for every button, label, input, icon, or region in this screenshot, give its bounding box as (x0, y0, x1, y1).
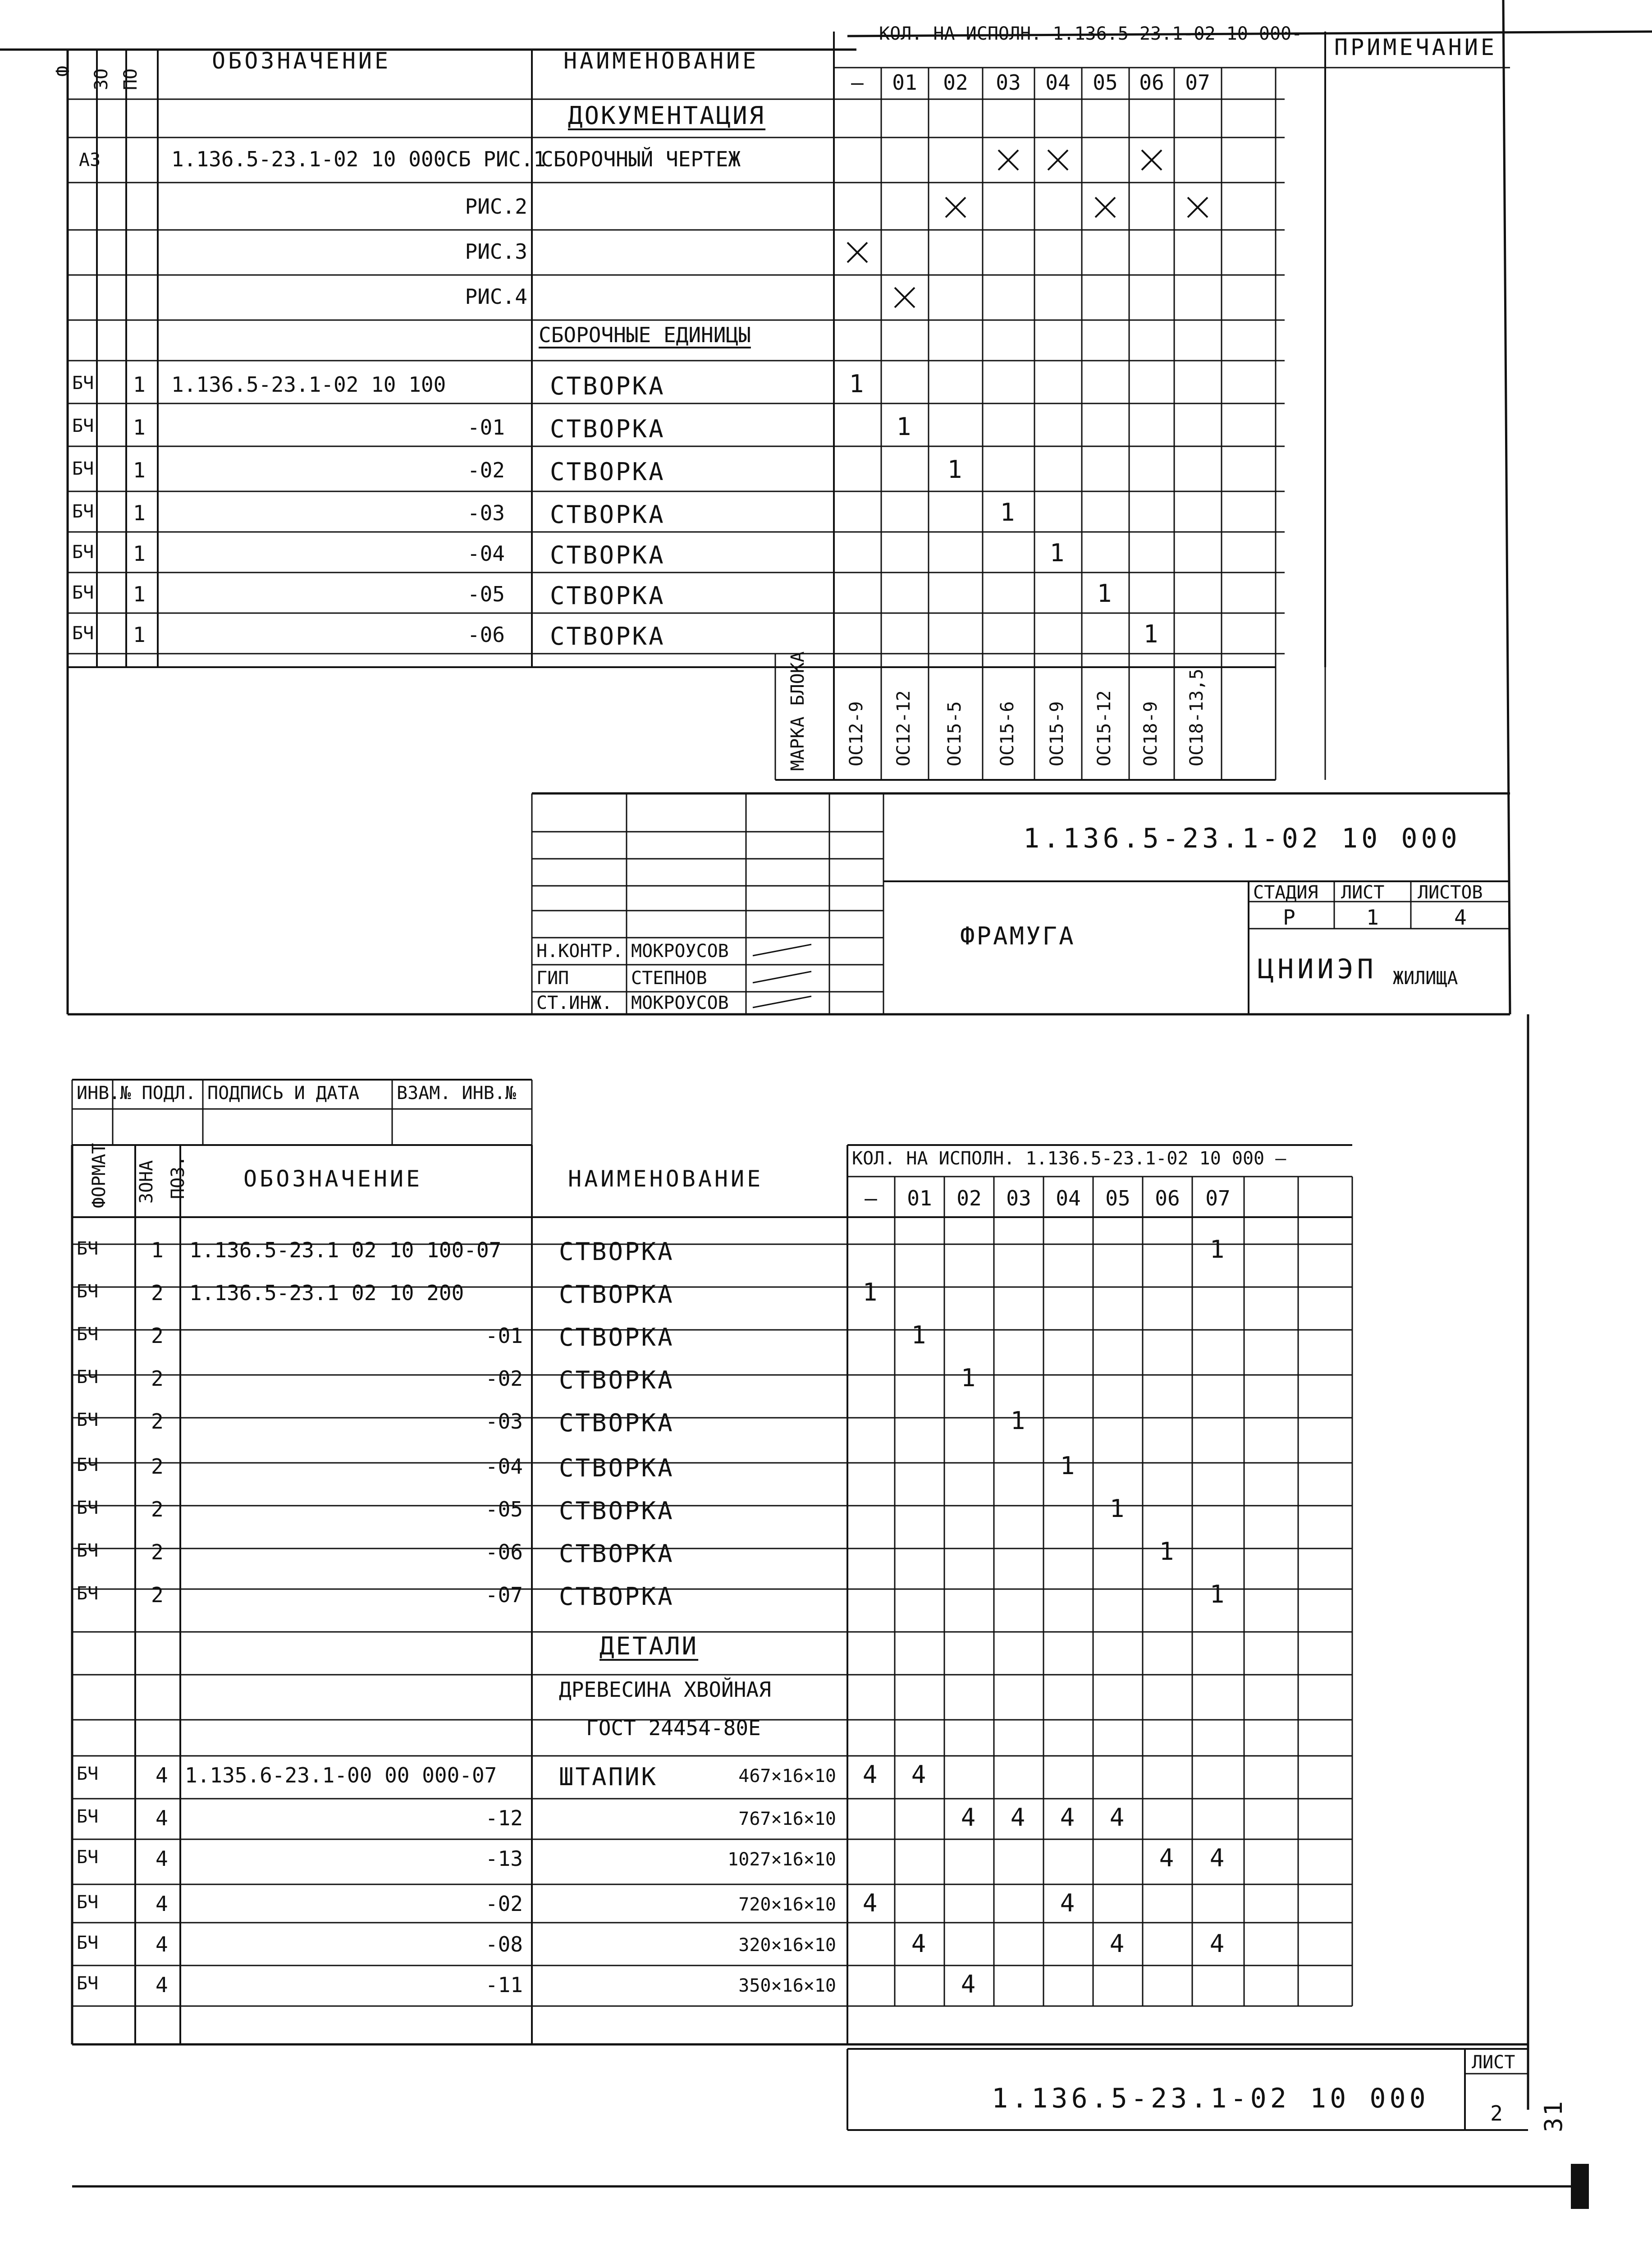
row-name: СТВОРКА (559, 1454, 674, 1482)
qty-cell: 1 (1049, 539, 1066, 567)
row-format: БЧ (72, 458, 94, 479)
row-name: СТВОРКА (550, 582, 665, 610)
sheets-value: 4 (1454, 905, 1467, 930)
row-designation: 1.136.5-23.1-02 10 100 (171, 372, 446, 397)
col-zone-label: ЗО (91, 68, 112, 90)
section-parts: ДЕТАЛИ (599, 1632, 699, 1660)
row-format: БЧ (77, 1806, 99, 1827)
block-mark: ОС15-6 (997, 701, 1018, 766)
row-designation: -11 (485, 1973, 523, 1997)
part-size: 350×16×10 (738, 1975, 836, 1996)
row-format: БЧ (72, 623, 94, 644)
row-format: БЧ (77, 1410, 99, 1430)
qty-cell: 4 (1109, 1929, 1126, 1958)
row-designation: -04 (485, 1454, 523, 1479)
block-mark: ОС15-12 (1094, 690, 1115, 766)
row-designation: -13 (485, 1846, 523, 1871)
col-pos-label: ПО (120, 68, 141, 90)
material-name: ДРЕВЕСИНА ХВОЙНАЯ (559, 1677, 771, 1702)
exec-col-header: 04 (1045, 70, 1071, 95)
row-name: СТВОРКА (559, 1280, 674, 1309)
row-designation: -01 (467, 415, 505, 440)
stamp-replace-inv: ВЗАМ. ИНВ.№ (397, 1083, 516, 1104)
signature-person: СТЕПНОВ (631, 968, 707, 989)
row-designation: -03 (467, 501, 505, 525)
qty-cell: 4 (862, 1760, 879, 1789)
row-name: СТВОРКА (559, 1409, 674, 1437)
part-size: 320×16×10 (738, 1935, 836, 1956)
qty-cell: 4 (1209, 1844, 1226, 1872)
scan-mark (1571, 2164, 1589, 2209)
row-format: БЧ (72, 582, 94, 603)
exec-col-header: 04 (1056, 1186, 1081, 1210)
qty-cell: 4 (1109, 1803, 1126, 1832)
row-position: 1 (133, 372, 146, 397)
row-format: БЧ (72, 373, 94, 394)
row-designation: 1.135.6-23.1-00 00 000-07 (185, 1763, 497, 1787)
row-format: БЧ (77, 1281, 99, 1302)
row-format: БЧ (77, 1367, 99, 1388)
row-designation: -05 (467, 582, 505, 606)
row-designation: 1.136.5-23.1 02 10 200 (189, 1281, 464, 1305)
qty-cell: 4 (1060, 1889, 1077, 1917)
row-position: 1 (133, 541, 146, 566)
row-designation: -07 (485, 1583, 523, 1607)
col-note-label: ПРИМЕЧАНИЕ (1334, 34, 1497, 60)
col-designation-label: ОБОЗНАЧЕНИЕ (212, 48, 391, 74)
qty-cell: 1 (849, 370, 866, 398)
stage-value: Р (1283, 905, 1295, 930)
exec-title: КОЛ. НА ИСПОЛН. 1.136.5-23.1-02 10 000 — (852, 1148, 1286, 1169)
row-designation: 1.136.5-23.1-02 10 000СБ РИС.1 (171, 147, 546, 171)
block-mark: ОС12-9 (846, 701, 867, 766)
row-designation: -02 (485, 1366, 523, 1391)
col-pos-label: ПОЗ. (168, 1155, 188, 1199)
col-format-label: ФОРМАТ (89, 1143, 110, 1208)
row-designation: -04 (467, 541, 505, 566)
row-position: 1 (133, 458, 146, 482)
exec-col-header: 02 (943, 70, 968, 95)
qty-cell: 1 (896, 412, 913, 441)
col-zone-label: ЗОНА (136, 1160, 157, 1204)
sheet-label: ЛИСТ (1341, 882, 1385, 903)
material-standard: ГОСТ 24454-80Е (586, 1716, 761, 1740)
row-position: 2 (151, 1366, 164, 1391)
sheets-label: ЛИСТОВ (1418, 882, 1483, 903)
signature-scribble (753, 971, 811, 983)
frame-line (1503, 0, 1510, 1014)
row-name: СТВОРКА (550, 372, 665, 400)
row-format: БЧ (77, 1540, 99, 1561)
part-size: 467×16×10 (738, 1766, 836, 1787)
row-position: 4 (156, 1806, 168, 1830)
row-designation: 1.136.5-23.1 02 10 100-07 (189, 1238, 502, 1262)
qty-cell: 1 (1109, 1494, 1126, 1523)
row-designation: РИС.3 (465, 239, 527, 264)
title-code: 1.136.5-23.1-02 10 000 (1023, 823, 1461, 854)
row-format: БЧ (77, 1892, 99, 1913)
row-designation: РИС.2 (465, 194, 527, 219)
row-position: 2 (151, 1409, 164, 1434)
section-documentation: ДОКУМЕНТАЦИЯ (568, 101, 766, 130)
col-designation-label: ОБОЗНАЧЕНИЕ (243, 1166, 423, 1192)
row-designation: -08 (485, 1932, 523, 1956)
exec-col-header: 06 (1155, 1186, 1180, 1210)
qty-cell: 1 (1010, 1406, 1027, 1435)
exec-title: КОЛ. НА ИСПОЛН. 1.136.5-23.1-02 10 000- (879, 23, 1303, 44)
row-name: СТВОРКА (559, 1237, 674, 1266)
row-format: БЧ (77, 1933, 99, 1953)
row-position: 1 (133, 501, 146, 525)
signature-scribble (753, 944, 811, 956)
row-position: 4 (156, 1892, 168, 1916)
row-position: 2 (151, 1497, 164, 1521)
qty-cell: 1 (1097, 579, 1114, 608)
row-position: 4 (156, 1846, 168, 1871)
col-name-label: НАИМЕНОВАНИЕ (563, 48, 759, 74)
row-name: СТВОРКА (559, 1366, 674, 1394)
row-position: 1 (133, 623, 146, 647)
row-format: БЧ (77, 1498, 99, 1518)
footer-sheet-value: 2 (1490, 2101, 1503, 2126)
signature-role: ГИП (536, 968, 569, 989)
footer-sheet-label: ЛИСТ (1472, 2052, 1515, 2073)
signature-person: МОКРОУСОВ (631, 941, 729, 962)
signature-person: МОКРОУСОВ (631, 993, 729, 1013)
qty-cell: 4 (911, 1760, 928, 1789)
block-mark: ОС18-13,5 (1186, 669, 1207, 766)
signature-scribble (753, 996, 811, 1008)
qty-cell: 4 (1209, 1929, 1226, 1958)
exec-col-header: 07 (1185, 70, 1210, 95)
qty-cell: 1 (1209, 1235, 1226, 1264)
row-format: БЧ (72, 542, 94, 563)
block-mark: ОС15-9 (1047, 701, 1067, 766)
row-format: БЧ (72, 416, 94, 436)
qty-cell: 4 (911, 1929, 928, 1958)
row-format: БЧ (77, 1973, 99, 1994)
row-position: 1 (133, 582, 146, 606)
stamp-inv-no: ИНВ.№ ПОДЛ. (77, 1083, 196, 1104)
part-size: 720×16×10 (738, 1894, 836, 1915)
row-position: 2 (151, 1540, 164, 1564)
row-position: 4 (156, 1763, 168, 1787)
row-name: СТВОРКА (550, 622, 665, 651)
row-name: СТВОРКА (559, 1323, 674, 1351)
exec-col-header: 05 (1093, 70, 1118, 95)
row-position: 4 (156, 1932, 168, 1956)
qty-cell: 4 (1060, 1803, 1077, 1832)
row-designation: -06 (485, 1540, 523, 1564)
organization: ЦНИИЭП (1258, 953, 1377, 985)
row-name: СТВОРКА (559, 1539, 674, 1568)
qty-cell: 4 (1010, 1803, 1027, 1832)
qty-cell: 4 (862, 1889, 879, 1917)
row-name: СТВОРКА (550, 458, 665, 486)
row-name: СТВОРКА (559, 1497, 674, 1525)
exec-col-header: 06 (1139, 70, 1164, 95)
row-format: БЧ (72, 501, 94, 522)
row-position: 2 (151, 1324, 164, 1348)
exec-col-header: 03 (996, 70, 1021, 95)
row-designation: -05 (485, 1497, 523, 1521)
exec-col-header: — (865, 1186, 877, 1210)
row-format: БЧ (77, 1324, 99, 1345)
qty-cell: 1 (911, 1321, 928, 1349)
row-name: СТВОРКА (550, 415, 665, 443)
qty-cell: 1 (1060, 1452, 1077, 1480)
row-position: 2 (151, 1583, 164, 1607)
qty-cell: 4 (961, 1970, 978, 1998)
qty-cell: 1 (947, 455, 964, 484)
organization-suffix: ЖИЛИЩА (1393, 968, 1458, 989)
row-name: ШТАПИК (559, 1763, 658, 1791)
row-designation: -02 (485, 1892, 523, 1916)
exec-col-header: 05 (1105, 1186, 1130, 1210)
stamp-sign-date: ПОДПИСЬ И ДАТА (207, 1083, 360, 1104)
row-name: СТВОРКА (550, 541, 665, 569)
sheet-value: 1 (1366, 905, 1379, 930)
row-designation: -01 (485, 1324, 523, 1348)
qty-cell: 4 (1159, 1844, 1176, 1872)
row-format: БЧ (77, 1238, 99, 1259)
row-position: 2 (151, 1454, 164, 1479)
signature-role: СТ.ИНЖ. (536, 993, 613, 1013)
stage-label: СТАДИЯ (1253, 882, 1318, 903)
row-format: БЧ (77, 1764, 99, 1784)
qty-cell: 1 (1209, 1580, 1226, 1608)
block-mark: ОС18-9 (1140, 701, 1161, 766)
part-size: 1027×16×10 (728, 1849, 836, 1870)
part-size: 767×16×10 (738, 1809, 836, 1829)
page-number: 31 (1539, 2099, 1568, 2132)
section-assembly-units: СБОРОЧНЫЕ ЕДИНИЦЫ (539, 323, 751, 347)
row-name: СТВОРКА (550, 500, 665, 529)
row-name: СБОРОЧНЫЙ ЧЕРТЕЖ (541, 147, 741, 171)
qty-cell: 1 (862, 1278, 879, 1306)
row-designation: РИС.4 (465, 284, 527, 309)
row-position: 1 (133, 415, 146, 440)
title-item-name: ФРАМУГА (960, 922, 1075, 950)
exec-col-header: 01 (892, 70, 917, 95)
exec-col-header: 01 (907, 1186, 932, 1210)
row-designation: -12 (485, 1806, 523, 1830)
exec-col-header: 02 (956, 1186, 982, 1210)
row-format: БЧ (77, 1847, 99, 1868)
col-name-label: НАИМЕНОВАНИЕ (568, 1166, 764, 1192)
row-position: 4 (156, 1973, 168, 1997)
row-format: БЧ (77, 1455, 99, 1475)
block-mark: ОС12-12 (893, 690, 914, 766)
qty-cell: 1 (1159, 1537, 1176, 1566)
exec-col-header: — (851, 70, 864, 95)
qty-cell: 1 (1143, 620, 1160, 648)
exec-col-header: 07 (1205, 1186, 1231, 1210)
row-format: А3 (79, 150, 101, 170)
row-position: 1 (151, 1238, 164, 1262)
row-designation: -03 (485, 1409, 523, 1434)
qty-cell: 1 (961, 1364, 978, 1392)
row-position: 2 (151, 1281, 164, 1305)
col-format-label: Ф (53, 65, 73, 77)
block-mark-label: МАРКА БЛОКА (787, 651, 808, 771)
block-mark: ОС15-5 (944, 701, 965, 766)
row-designation: -02 (467, 458, 505, 482)
row-format: БЧ (77, 1583, 99, 1604)
signature-role: Н.КОНТР. (536, 941, 623, 962)
exec-col-header: 03 (1006, 1186, 1031, 1210)
qty-cell: 4 (961, 1803, 978, 1832)
footer-code: 1.136.5-23.1-02 10 000 (992, 2083, 1429, 2114)
qty-cell: 1 (1000, 498, 1017, 527)
row-designation: -06 (467, 623, 505, 647)
row-name: СТВОРКА (559, 1582, 674, 1611)
